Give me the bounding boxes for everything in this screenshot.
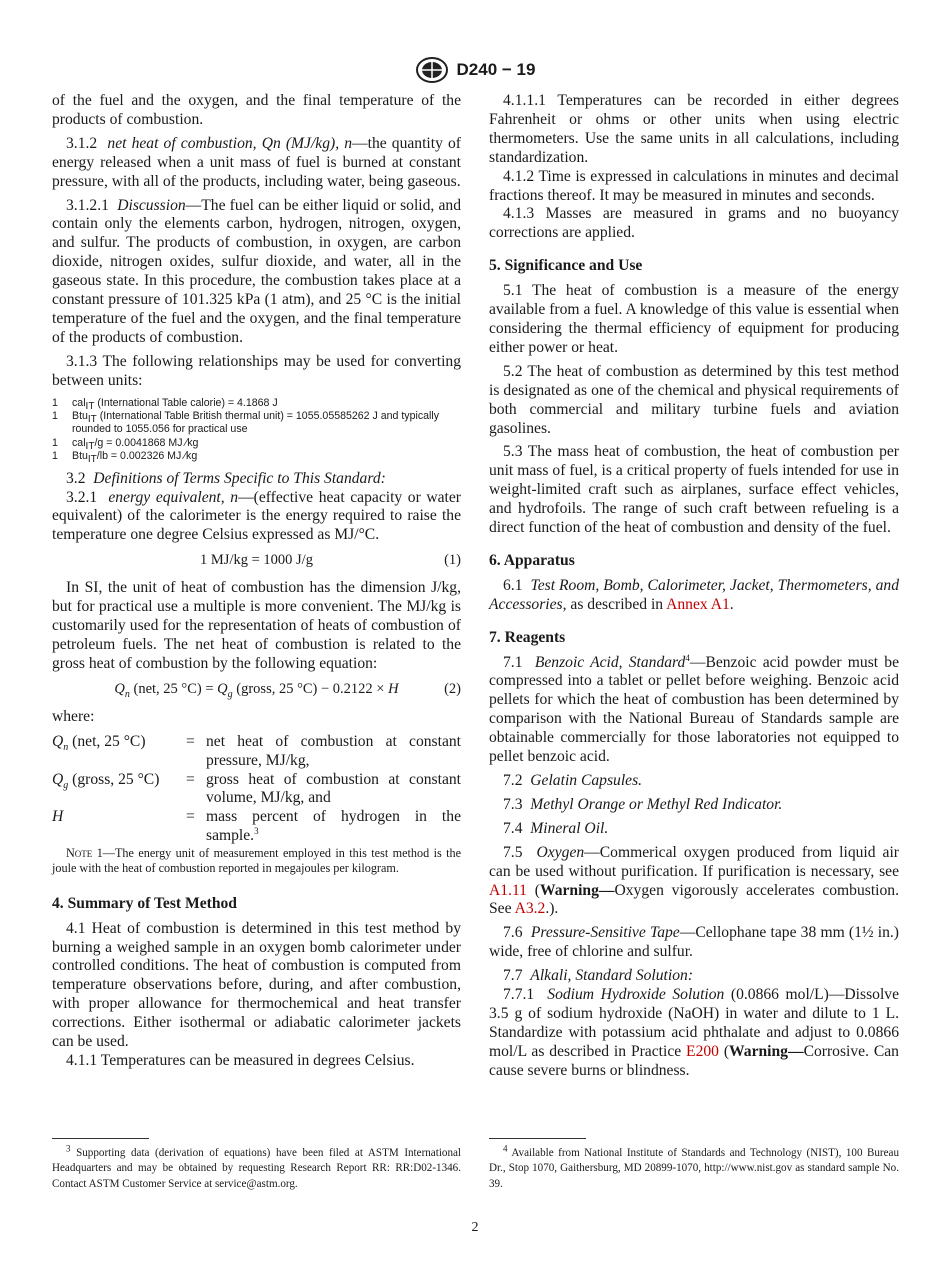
paragraph: 4.1.3 Masses are measured in grams and no buoyancy corrections are applied. xyxy=(489,205,899,242)
a1-11-link[interactable]: A1.11 xyxy=(489,881,527,899)
note-1: Note 1—The energy unit of measurement employed in this test method is the joule with the heat of combustion reported in megajoules per kilogram. xyxy=(52,846,461,876)
annex-a1-link[interactable]: Annex A1 xyxy=(666,595,730,613)
footnote-3: $^3$ Supporting data (derivation of equations) have been filed at ASTM International Headquarters and may be obtained by requesting Research Report RR: RR:D02-1346. Contact ASTM Customer Service at service@astm.org. xyxy=(52,1143,461,1190)
paragraph: In SI, the unit of heat of combustion has the dimension J/kg, but for practical use a multiple is more convenient. The MJ/kg is customarily used for the representation of heats of combustion of petroleum fuels. The net heat of combustion is related to the gross heat of combustion by the following equation: xyxy=(52,579,461,672)
paragraph: 7.7 Alkali, Standard Solution: xyxy=(503,967,694,985)
paragraph: 4.1 Heat of combustion is determined in this test method by burning a weighed sample in an oxygen bomb calorimeter under controlled conditions. The heat of combustion is computed from temperature observations before, during, and after combustion, with proper allowance for thermochemical and heat transfer corrections. Either isothermal or adiabatic calorimeter jackets can be used. xyxy=(52,919,461,1051)
footnote-rule xyxy=(489,1138,586,1139)
paragraph: 3.2.1 energy equivalent, n—(effective heat capacity or water equivalent) of the calorimeter is the energy required to raise the temperature one degree Celsius expressed as MJ/°C. xyxy=(52,488,462,544)
section-heading: 5. Significance and Use xyxy=(489,257,643,275)
where-label: where: xyxy=(52,707,95,725)
paragraph: 7.2 Gelatin Capsules. xyxy=(503,772,643,789)
section-heading: 4. Summary of Test Method xyxy=(52,894,237,912)
paragraph: 7.4 Mineral Oil. xyxy=(503,819,609,837)
astm-logo-icon xyxy=(415,56,449,84)
variable-row: $Q_n$ (net, 25 °C) = net heat of combustion at constant pressure, MJ/kg, xyxy=(52,732,461,769)
paragraph: 7.5 Oxygen—Commerical oxygen produced from liquid air can be used without purification. If purification is necessary, see A1.11 (Warning—Oxygen vigorously accelerates combustion. See A3.2.). xyxy=(489,843,899,918)
paragraph: 4.1.2 Time is expressed in calculations in minutes and decimal fractions thereof. It may be measured in minutes and seconds. xyxy=(489,167,899,204)
paragraph: 5.3 The mass heat of combustion, the heat of combustion per unit mass of fuel, is a critical property of fuels intended for use in weight-limited craft such as airplanes, surface effect vehicles, and hydrofoils. The range of such craft between refueling is a direct function of the heat of combustion and density of the fuel. xyxy=(489,443,899,537)
paragraph: 3.1.3 The following relationships may be used for converting between units: xyxy=(52,352,461,389)
paragraph: 3.1.2 net heat of combustion, Qn (MJ/kg), n—the quantity of energy released when a unit mass of fuel is burned at constant pressure, with all of the products, including water, being gaseous. xyxy=(52,134,461,190)
equation-2: $Q_n$ (net, 25 $^\circ C) = Q_g$ (gross, 25 °C) − 0.2122 × H (2) xyxy=(114,680,461,700)
equation-1: 1 MJ/kg = 1000 J/g (1) xyxy=(200,552,461,569)
paragraph: 7.3 Methyl Orange or Methyl Red Indicator. xyxy=(503,795,783,813)
paragraph: 6.1 Test Room, Bomb, Calorimeter, Jacket, Thermometers, and Accessories, as described in Annex A1. xyxy=(489,576,899,613)
section-heading: 7. Reagents xyxy=(489,628,566,646)
paragraph: 3.1.2.1 Discussion—The fuel can be either liquid or solid, and contain only the elements carbon, hydrogen, nitrogen, oxygen, and sulfur. The products of combustion, in oxygen, are carbon dioxide, nitrogen oxides, sulfur dioxide, and water, all in the gaseous state. In this procedure, the combustion takes place at a constant pressure of 101.325 kPa (1 atm), and 25 °C is the initial temperature of the fuel and the oxygen, and the final temperature of the products of combustion. xyxy=(52,196,462,346)
paragraph: 5.2 The heat of combustion as determined by this test method is designated as one of the chemical and physical requirements of both commercial and military turbine fuels and aviation gasolines. xyxy=(489,362,899,437)
unit-row: 1 Btu$_{IT}$ (International Table British thermal unit) = 1055.05585262 J and typically rounded to 1055.056 for practical use xyxy=(52,410,440,436)
a3-2-link[interactable]: A3.2 xyxy=(514,900,546,918)
left-column xyxy=(52,92,461,1071)
unit-conversions xyxy=(52,397,461,464)
right-column xyxy=(489,92,899,1081)
unit-row: 1 cal$_{IT}$/g = 0.0041868 MJ ⁄kg xyxy=(52,436,199,452)
footnote-rule xyxy=(52,1138,149,1139)
paragraph: 5.1 The heat of combustion is a measure of the energy available from a fuel. A knowledge of this value is essential when considering the thermal efficiency of equipment for producing either power or heat. xyxy=(489,282,899,356)
unit-row: 1 cal$_{IT}$ (International Table calorie) = 4.1868 J xyxy=(52,396,278,412)
paragraph: 4.1.1.1 Temperatures can be recorded in either degrees Fahrenheit or ohms or other units when using electric thermometers. Use the same units in all calculations, including standardization. xyxy=(489,92,899,166)
designation: D240 − 19 xyxy=(456,60,536,79)
paragraph: 7.7.1 Sodium Hydroxide Solution (0.0866 mol/L)—Dissolve 3.5 g of sodium hydroxide (NaOH) in water and dilute to 1 L. Standardize with potassium acid phthalate and adjust to 0.0866 mol/L as described in Practice E200 (Warning—Corrosive. Can cause severe burns or blindness. xyxy=(489,986,899,1079)
paragraph: 3.2 Definitions of Terms Specific to This Standard: xyxy=(66,469,386,487)
paragraph: 7.6 Pressure-Sensitive Tape—Cellophane tape 38 mm (1½ in.) wide, free of chlorine and sulfur. xyxy=(489,924,899,961)
variable-row: $Q_g$ (gross, 25 °C) = gross heat of combustion at constant volume, MJ/kg, and xyxy=(52,770,461,807)
variable-definitions xyxy=(52,733,461,846)
page-number: 2 xyxy=(471,1220,479,1235)
paragraph: 7.1 Benzoic Acid, Standard$^4$—Benzoic acid powder must be compressed into a tablet or pellet before weighing. Benzoic acid pellets for which the heat of combustion has been determined by comparison with the National Bureau of Standards sample are obtainable commercially for those laboratories not equipped to pellet benzoic acid. xyxy=(489,652,899,766)
footnote-4: $^4$ Available from National Institute of Standards and Technology (NIST), 100 Bureau Dr., Stop 1070, Gaithersburg, MD 20899-1070, http://www.nist.gov as standard sample No. 39. xyxy=(489,1143,899,1190)
section-heading: 6. Apparatus xyxy=(489,551,575,569)
paragraph: 4.1.1 Temperatures can be measured in degrees Celsius. xyxy=(66,1051,415,1069)
e200-link[interactable]: E200 xyxy=(686,1042,719,1060)
paragraph: of the fuel and the oxygen, and the final temperature of the products of combustion. xyxy=(52,92,461,128)
unit-row: 1 Btu$_{IT}$/lb = 0.002326 MJ ⁄kg xyxy=(52,450,198,466)
variable-row: H = mass percent of hydrogen in the sample.$^3$ xyxy=(52,808,461,845)
page-header xyxy=(0,56,950,84)
